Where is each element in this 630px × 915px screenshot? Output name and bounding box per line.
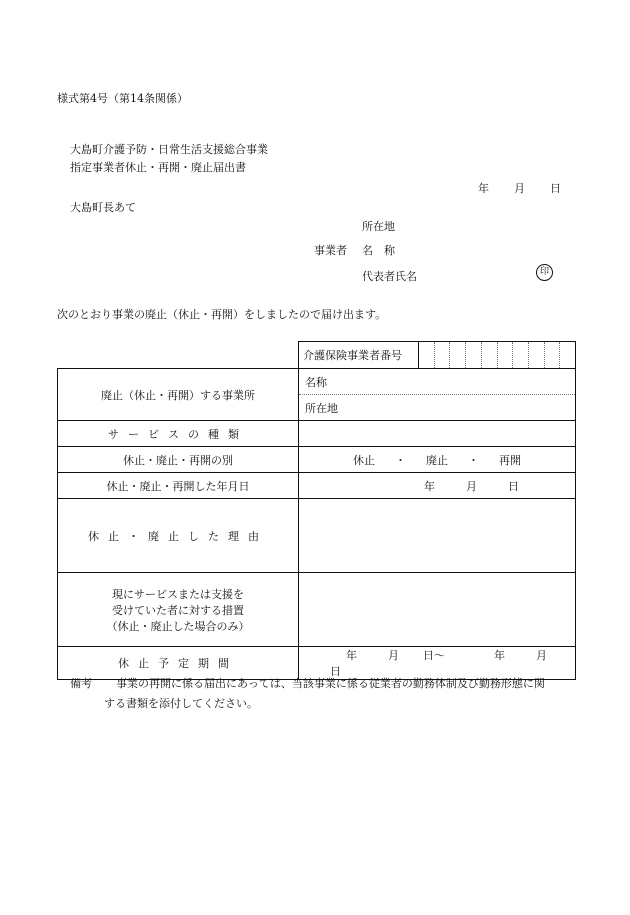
submission-date	[478, 180, 586, 196]
addressee: 大島町長あて	[70, 201, 136, 214]
measures-field[interactable]	[299, 573, 576, 647]
provider-number-digit[interactable]	[435, 342, 451, 368]
remarks-text-1: 事業の再開に係る届出にあっては、当該事業に係る従業者の勤務体制及び勤務形態に関	[116, 677, 545, 690]
provider-number-digit[interactable]	[419, 342, 435, 368]
service-type-field[interactable]	[299, 421, 576, 447]
provider-number-digit[interactable]	[498, 342, 514, 368]
provider-number-digit[interactable]	[482, 342, 498, 368]
distinction-label: 休止・廃止・再開の別	[58, 447, 299, 473]
measures-label-line: 受けていた者に対する措置	[112, 603, 244, 617]
provider-number-digit[interactable]	[560, 342, 575, 368]
option-separator: ・	[468, 453, 479, 467]
date-year: 年	[478, 182, 489, 195]
applicant-address-label: 所在地	[362, 220, 395, 233]
provider-number-label: 介護保険事業者番号	[299, 342, 419, 368]
period-label: 休止予定期間	[58, 647, 299, 680]
date-field-month: 月	[466, 479, 477, 493]
remarks-label: 備考	[70, 677, 92, 690]
reason-field[interactable]	[299, 499, 576, 573]
date-field-day: 日	[508, 479, 519, 493]
measures-label-line: （休止・廃止した場合のみ）	[106, 619, 250, 633]
provider-number-digit[interactable]	[450, 342, 466, 368]
date-field[interactable]	[299, 473, 576, 499]
measures-label-line: 現にサービスまたは支援を	[112, 587, 244, 601]
option-abolish[interactable]: 廃止	[426, 453, 448, 467]
period-from-day: 日～	[423, 649, 445, 662]
option-separator: ・	[395, 453, 406, 467]
reason-label: 休止・廃止した理由	[58, 499, 299, 573]
provider-number-cell	[299, 342, 576, 369]
provider-number-digit[interactable]	[466, 342, 482, 368]
notification-table	[57, 341, 576, 680]
remarks-line-1	[70, 675, 545, 691]
seal-icon: 印	[536, 264, 553, 281]
date-field-year: 年	[424, 479, 435, 493]
option-resume[interactable]: 再開	[499, 453, 521, 467]
period-from-month: 月	[388, 649, 399, 662]
heading-line-1: 大島町介護予防・日常生活支援総合事業	[70, 143, 268, 156]
applicant-name-label: 名 称	[362, 244, 395, 257]
office-cell	[299, 369, 576, 421]
heading-line-2: 指定事業者休止・再開・廃止届出書	[70, 161, 246, 174]
office-address-label: 所在地	[305, 401, 338, 415]
date-label: 休止・廃止・再開した年月日	[58, 473, 299, 499]
date-day: 日	[550, 182, 561, 195]
office-label: 廃止（休止・再開）する事業所	[58, 369, 299, 421]
provider-number-digit[interactable]	[513, 342, 529, 368]
period-from-year: 年	[346, 649, 357, 662]
distinction-options	[299, 447, 576, 473]
provider-number-digit[interactable]	[529, 342, 545, 368]
provider-number-digit[interactable]	[545, 342, 561, 368]
office-name-field[interactable]	[299, 369, 575, 395]
measures-label	[58, 573, 299, 647]
service-type-label: サービスの種類	[58, 421, 299, 447]
option-suspend[interactable]: 休止	[353, 453, 375, 467]
form-title: 様式第4号（第14条関係）	[57, 92, 188, 105]
remarks-text-2: する書類を添付してください。	[104, 697, 258, 710]
office-address-field[interactable]	[299, 395, 575, 420]
intro-text: 次のとおり事業の廃止（休止・再開）をしましたので届け出ます。	[57, 308, 387, 321]
applicant-representative-label: 代表者氏名	[362, 270, 417, 283]
date-month: 月	[514, 182, 525, 195]
applicant-business-label: 事業者	[314, 244, 347, 257]
period-to-year: 年	[494, 649, 505, 662]
period-to-day: 日	[330, 665, 341, 678]
office-name-label: 名称	[305, 375, 327, 389]
period-to-month: 月	[536, 649, 547, 662]
